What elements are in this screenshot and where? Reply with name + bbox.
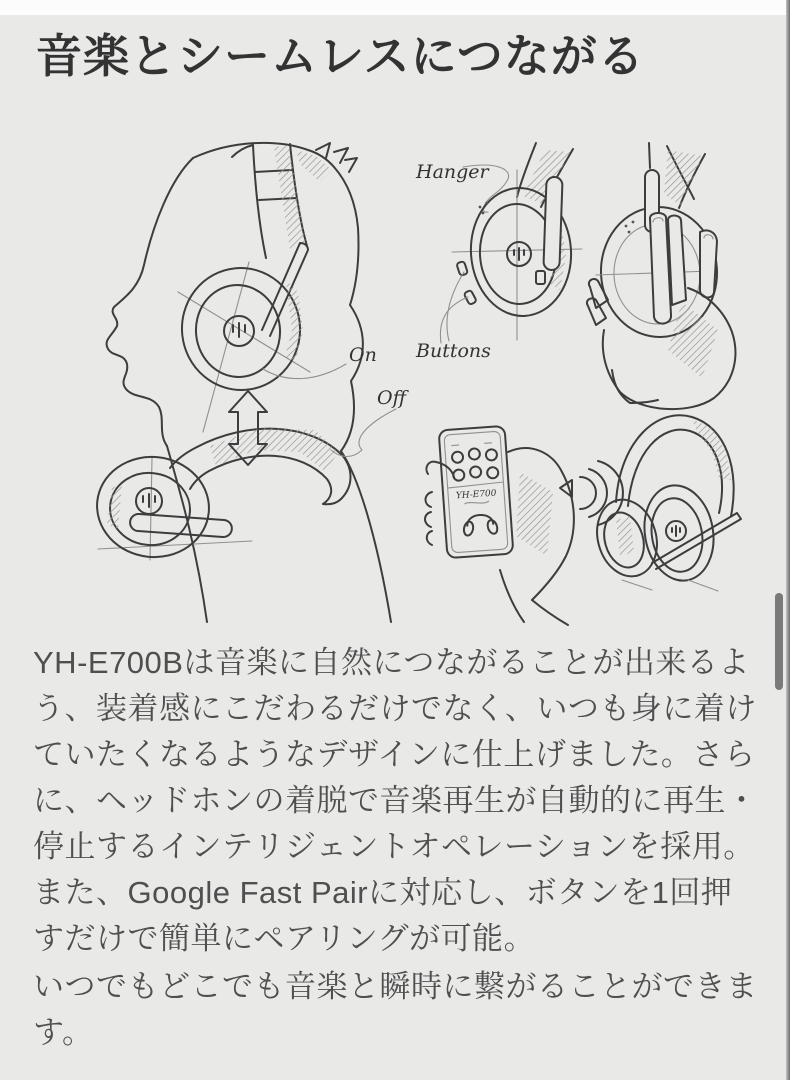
product-sketch-illustration <box>30 140 760 630</box>
head-profile-sketch <box>107 143 391 622</box>
on-annotation <box>263 344 377 379</box>
yamaha-logo-icon <box>224 316 254 346</box>
page-title: 音楽とシームレスにつながる <box>36 30 645 82</box>
scrollbar-thumb[interactable] <box>775 593 783 690</box>
phone-screen-label: YH-E700 <box>455 488 497 502</box>
yamaha-logo-icon <box>136 488 162 514</box>
hanger-label: Hanger <box>416 161 489 183</box>
headphones-product-sketch <box>588 415 741 591</box>
yamaha-logo-icon <box>507 242 531 266</box>
on-label: On <box>349 344 377 366</box>
button-nub <box>456 261 468 276</box>
off-annotation <box>331 387 410 457</box>
earcup-detail-sketch <box>415 143 582 362</box>
off-label: Off <box>377 387 407 409</box>
window-right-border <box>786 0 790 1080</box>
usb-port <box>536 271 545 284</box>
buttons-label: Buttons <box>416 340 491 362</box>
description-paragraph-2: いつでもどこでも音楽と瞬時に繋がることができます。 <box>33 969 758 1050</box>
hand-touch-sketch <box>587 143 736 409</box>
phone-pairing-sketch <box>425 426 574 625</box>
headphones-on-head-sketch <box>176 144 310 432</box>
top-strip <box>0 0 790 15</box>
description-paragraph-1: YH-E700Bは音楽に自然につながることが出来るよう、装着感にこだわるだけでなく、いつも身に着けていたくなるようなデザインに仕上げました。さらに、ヘッドホンの着脱で音楽再生が自動的に再生・停止するインテリジェントオペレーションを採用。また、Google Fast Pairに対応し、ボタンを1回押すだけで簡単にペアリングが可能。 <box>33 645 758 956</box>
yamaha-logo-icon <box>666 521 686 541</box>
headphones-around-neck-sketch <box>92 428 350 563</box>
